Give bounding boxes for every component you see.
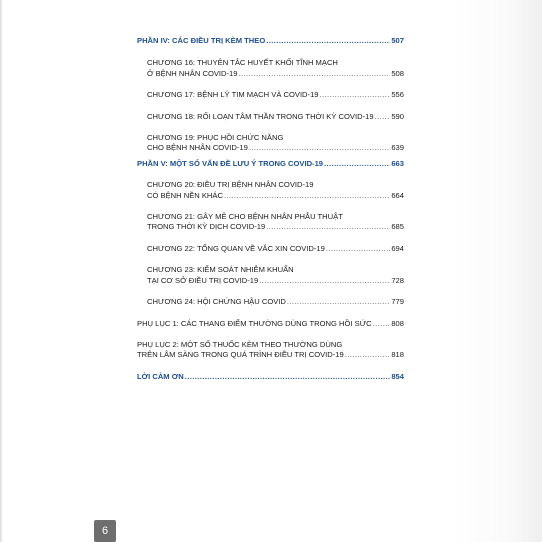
dot-leader <box>345 350 391 360</box>
toc-chapter-17-page: 556 <box>391 90 404 100</box>
dot-leader <box>185 372 391 382</box>
toc-chapter-19-line2: CHO BỆNH NHÂN COVID-19 <box>147 143 248 153</box>
toc-chapter-23-page: 728 <box>391 275 404 285</box>
table-of-contents <box>137 36 404 393</box>
page-gutter-shadow <box>452 0 542 542</box>
toc-chapter-24-label: CHƯƠNG 24: HỘI CHỨNG HẬU COVID <box>147 297 286 307</box>
dot-leader <box>287 297 390 307</box>
toc-chapter-18[interactable] <box>137 112 404 122</box>
toc-chapter-22-page: 694 <box>391 243 404 253</box>
toc-chapter-18-page: 590 <box>391 111 404 121</box>
dot-leader <box>266 222 390 232</box>
toc-appendix-1-page: 808 <box>391 318 404 328</box>
toc-chapter-23-line1: CHƯƠNG 23: KIỂM SOÁT NHIỄM KHUẨN <box>147 265 294 275</box>
toc-chapter-20-line2: CÓ BỆNH NỀN KHÁC <box>147 190 223 200</box>
toc-chapter-21-page: 685 <box>391 222 404 232</box>
dot-leader <box>375 112 391 122</box>
toc-chapter-24-page: 779 <box>391 297 404 307</box>
toc-chapter-20-page: 664 <box>391 190 404 200</box>
dot-leader <box>266 36 390 46</box>
part-divider <box>137 46 404 47</box>
toc-part-4[interactable] <box>137 36 404 46</box>
toc-chapter-16[interactable] <box>137 58 404 79</box>
toc-acknowledgements-page: 854 <box>391 371 404 381</box>
toc-chapter-17-label: CHƯƠNG 17: BỆNH LÝ TIM MẠCH VÀ COVID-19 <box>147 90 319 100</box>
toc-acknowledgements[interactable] <box>137 372 404 382</box>
toc-part-4-page: 507 <box>391 36 404 45</box>
toc-chapter-23[interactable] <box>137 265 404 286</box>
toc-chapter-23-line2: TẠI CƠ SỞ ĐIỀU TRỊ COVID-19 <box>147 275 259 285</box>
toc-part-4-label: PHẦN IV: CÁC ĐIỀU TRỊ KÈM THEO <box>137 36 266 45</box>
toc-chapter-19[interactable] <box>137 133 404 154</box>
toc-chapter-16-line1: CHƯƠNG 16: THUYÊN TẮC HUYẾT KHỐI TĨNH MẠCH <box>147 58 338 68</box>
dot-leader <box>259 276 390 286</box>
toc-chapter-21-line1: CHƯƠNG 21: GÂY MÊ CHO BỆNH NHÂN PHẪU THUẬT <box>147 212 343 222</box>
toc-appendix-2-line1: PHỤ LỤC 2: MỘT SỐ THUỐC KÈM THEO THƯỜNG DÙNG <box>137 339 343 349</box>
page-edge <box>0 0 3 542</box>
toc-chapter-17[interactable] <box>137 90 404 100</box>
toc-chapter-22[interactable] <box>137 244 404 254</box>
toc-part-5[interactable] <box>137 159 404 169</box>
toc-chapter-16-page: 508 <box>391 68 404 78</box>
dot-leader <box>238 69 390 79</box>
toc-chapter-21[interactable] <box>137 212 404 233</box>
toc-chapter-19-page: 639 <box>391 143 404 153</box>
toc-chapter-20-line1: CHƯƠNG 20: ĐIỀU TRỊ BỆNH NHÂN COVID-19 <box>147 180 314 190</box>
dot-leader <box>320 90 391 100</box>
toc-appendix-2-page: 818 <box>391 350 404 360</box>
toc-chapter-16-line2: Ở BỆNH NHÂN COVID-19 <box>147 68 238 78</box>
toc-appendix-2-line2: TRÊN LÂM SÀNG TRONG QUÁ TRÌNH ĐIỀU TRỊ COVID-19 <box>137 350 344 360</box>
dot-leader <box>224 191 390 201</box>
toc-acknowledgements-label: LỜI CẢM ƠN <box>137 371 184 381</box>
toc-chapter-20[interactable] <box>137 180 404 201</box>
toc-part-5-page: 663 <box>391 158 404 168</box>
toc-chapter-24[interactable] <box>137 297 404 307</box>
toc-appendix-1[interactable] <box>137 319 404 329</box>
toc-appendix-2[interactable] <box>137 340 404 361</box>
dot-leader <box>373 319 391 329</box>
toc-chapter-21-line2: TRONG THỜI KỲ DỊCH COVID-19 <box>147 222 266 232</box>
dot-leader <box>326 244 390 254</box>
toc-appendix-1-label: PHỤ LỤC 1: CÁC THANG ĐIỂM THƯỜNG DÙNG TRONG HỒI SỨC <box>137 318 372 328</box>
dot-leader <box>249 143 390 153</box>
dot-leader <box>324 159 390 169</box>
toc-part-5-label: PHẦN V: MỘT SỐ VẤN ĐỀ LƯU Ý TRONG COVID-19 <box>137 158 324 168</box>
page-number-badge: 6 <box>94 520 116 542</box>
toc-chapter-22-label: CHƯƠNG 22: TỔNG QUAN VỀ VẮC XIN COVID-19 <box>147 243 325 253</box>
toc-chapter-18-label: CHƯƠNG 18: RỐI LOẠN TÂM THẦN TRONG THỜI KỲ COVID-19 <box>147 111 374 121</box>
toc-chapter-19-line1: CHƯƠNG 19: PHỤC HỒI CHỨC NĂNG <box>147 133 284 143</box>
